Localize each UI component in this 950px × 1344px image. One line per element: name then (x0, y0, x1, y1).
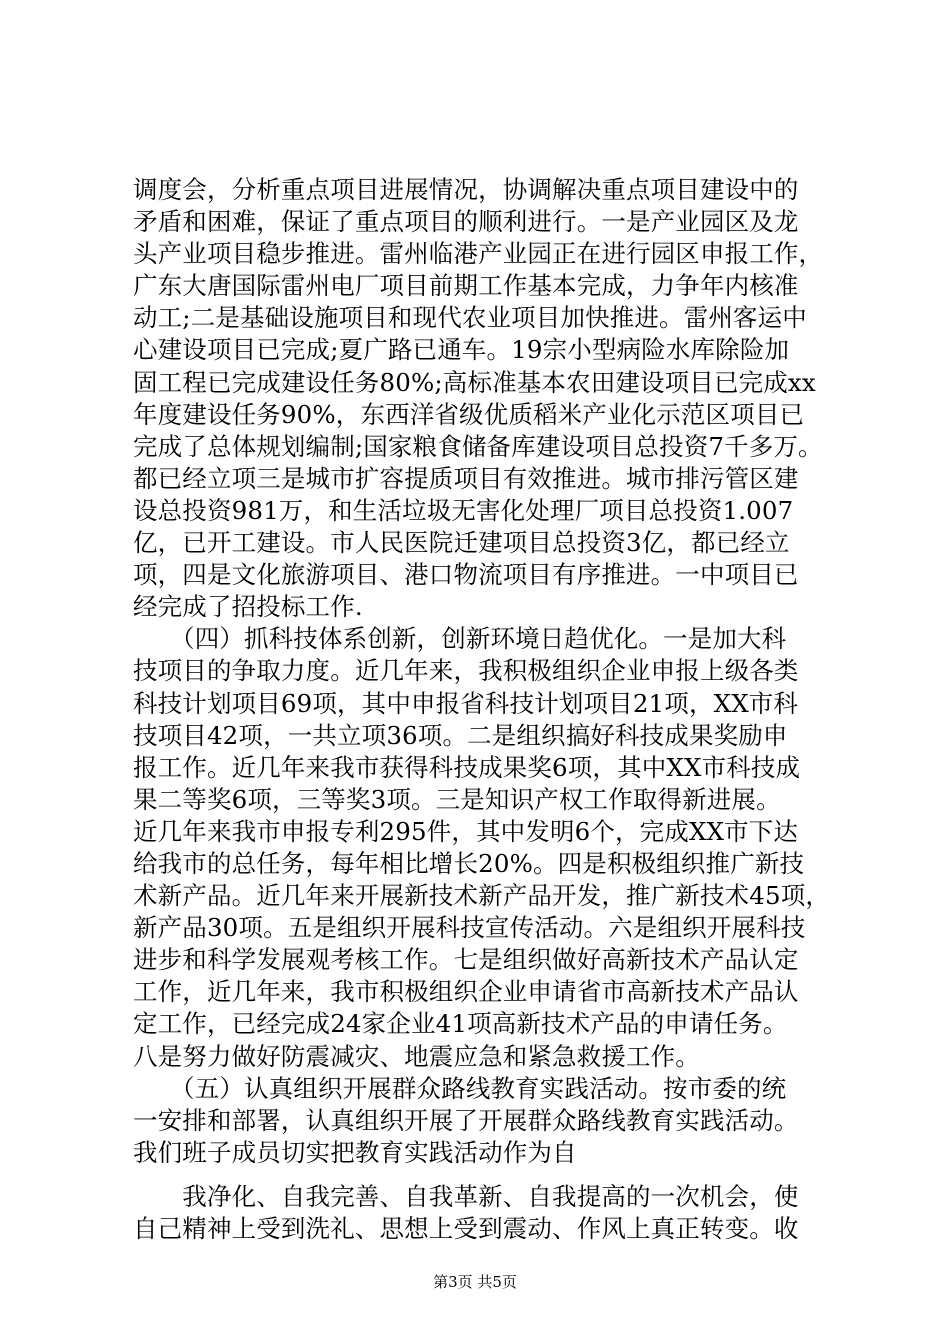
text-line: 八是努力做好防震减灾、地震应急和紧急救援工作。 (133, 1041, 700, 1071)
text-line: 技项目的争取力度。近几年来，我积极组织企业申报上级各类 (133, 656, 799, 686)
text-line: 设总投资981万，和生活垃圾无害化处理厂项目总投资1.007 (133, 495, 794, 525)
text-line: 动工;二是基础设施项目和现代农业项目加快推进。雷州客运中 (133, 303, 807, 333)
text-line: 我净化、自我完善、自我革新、自我提高的一次机会，使 (133, 1181, 799, 1211)
text-line: 经完成了招投标工作. (133, 592, 363, 622)
text-line: 项，四是文化旅游项目、港口物流项目有序推进。一中项目已 (133, 560, 799, 590)
text-line: （四）抓科技体系创新，创新环境日趋优化。一是加大科 (133, 624, 787, 654)
page-number-footer: 第3页 共5页 (433, 1273, 517, 1291)
text-line: 术新产品。近几年来开展新技术新产品开发，推广新技术45项， (133, 881, 831, 911)
text-line: 心建设项目已完成;夏广路已通车。19宗小型病险水库除险加 (133, 335, 790, 365)
text-line: 亿，已开工建设。市人民医院迁建项目总投资3亿，都已经立 (133, 528, 790, 558)
paragraph-block-main (133, 174, 833, 1169)
text-line: 矛盾和困难，保证了重点项目的顺利进行。一是产业园区及龙 (133, 207, 799, 237)
text-line: （五）认真组织开展群众路线教育实践活动。按市委的统 (133, 1073, 787, 1103)
text-line: 科技计划项目69项，其中申报省科技计划项目21项，XX市科 (133, 688, 799, 718)
text-line: 工作，近几年来，我市积极组织企业申请省市高新技术产品认 (133, 977, 799, 1007)
text-line: 都已经立项三是城市扩容提质项目有效推进。城市排污管区建 (133, 463, 799, 493)
text-line: 我们班子成员切实把教育实践活动作为自 (133, 1137, 577, 1167)
text-line: 自己精神上受到洗礼、思想上受到震动、作风上真正转变。收 (133, 1214, 799, 1243)
text-line: 完成了总体规划编制;国家粮食储备库建设项目总投资7千多万。 (133, 431, 823, 461)
text-line: 新产品30项。五是组织开展科技宣传活动。六是组织开展科技 (133, 913, 806, 943)
text-line: 近几年来我市申报专利295件，其中发明6个，完成XX市下达 (133, 816, 799, 846)
paragraph-block-continued (133, 1181, 833, 1245)
text-line: 调度会，分析重点项目进展情况，协调解决重点项目建设中的 (133, 175, 799, 204)
text-line: 固工程已完成建设任务80%;高标准基本农田建设项目已完成xx (133, 367, 816, 397)
text-line: 年度建设任务90%，东西洋省级优质稻米产业化示范区项目已 (133, 399, 805, 429)
text-line: 果二等奖6项，三等奖3项。三是知识产权工作取得新进展。 (133, 784, 781, 814)
text-line: 给我市的总任务，每年相比增长20%。四是积极组织推广新技 (133, 848, 805, 878)
text-line: 技项目42项，一共立项36项。二是组织搞好科技成果奖励申 (133, 720, 788, 750)
text-line: 一安排和部署，认真组织开展了开展群众路线教育实践活动。 (133, 1105, 799, 1135)
paragraph-gap (133, 1169, 833, 1181)
text-line: 定工作，已经完成24家企业41项高新技术产品的申请任务。 (133, 1009, 788, 1039)
text-line: 进步和科学发展观考核工作。七是组织做好高新技术产品认定 (133, 945, 799, 975)
text-line: 头产业项目稳步推进。雷州临港产业园正在进行园区申报工作， (133, 239, 824, 269)
text-line: 广东大唐国际雷州电厂项目前期工作基本完成，力争年内核准 (133, 271, 799, 301)
document-body (133, 174, 833, 1245)
text-line: 报工作。近几年来我市获得科技成果奖6项，其中XX市科技成 (133, 752, 801, 782)
